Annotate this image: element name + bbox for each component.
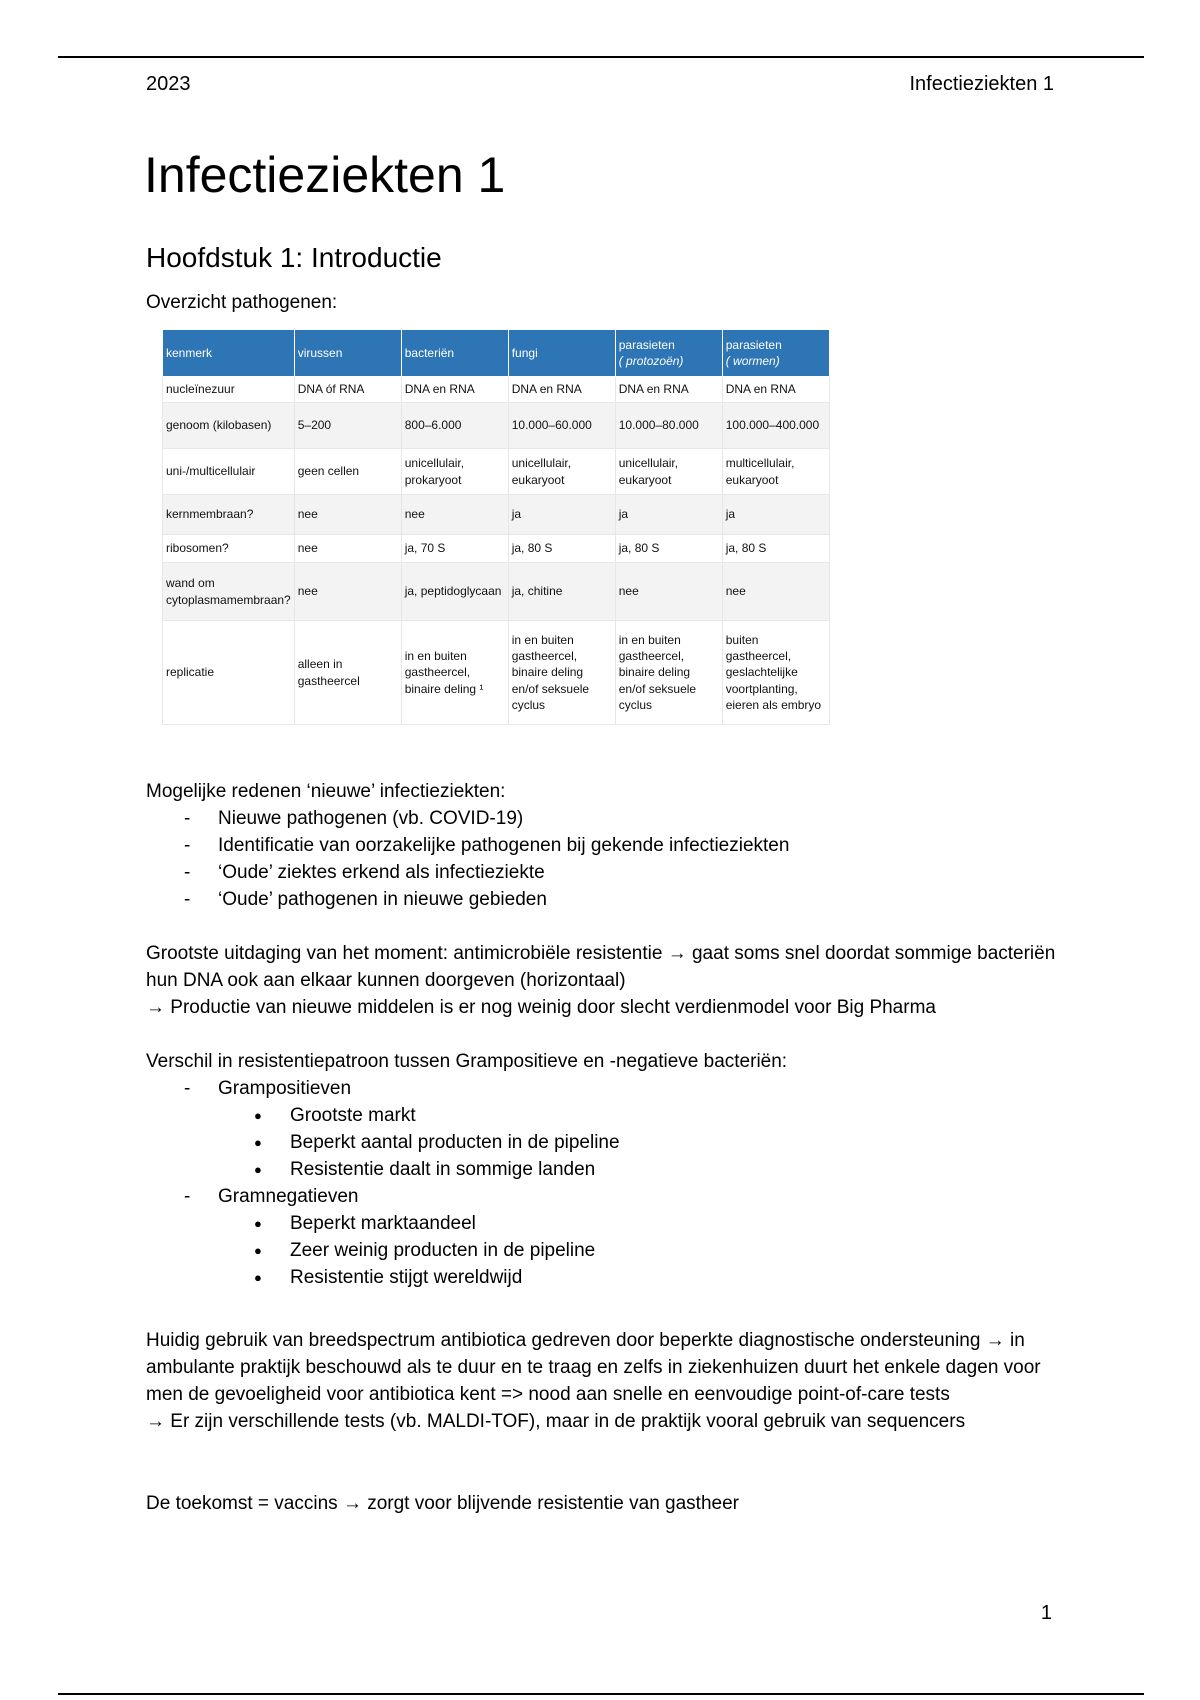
list-item: - Identificatie van oorzakelijke pathogenen bij gekende infectieziekten bbox=[146, 832, 1066, 859]
table-row bbox=[163, 495, 830, 535]
table-cell: DNA en RNA bbox=[401, 377, 508, 403]
gram-list bbox=[146, 1075, 1066, 1291]
table-cell: 5–200 bbox=[294, 403, 401, 449]
table-cell: ja, chitine bbox=[508, 563, 615, 621]
table-caption: Overzicht pathogenen: bbox=[146, 292, 338, 313]
group-label: Gramnegatieven bbox=[218, 1186, 359, 1207]
table-cell: nee bbox=[294, 563, 401, 621]
table-cell: ja, 70 S bbox=[401, 535, 508, 563]
table-cell: nee bbox=[294, 535, 401, 563]
page-number: 1 bbox=[1040, 1602, 1052, 1624]
table-cell: in en buiten gastheercel, binaire deling en/of seksuele cyclus bbox=[615, 621, 722, 725]
reasons-list bbox=[146, 805, 1066, 913]
table-header-cell: parasieten ( wormen) bbox=[722, 330, 829, 377]
table-cell: ribosomen? bbox=[163, 535, 295, 563]
table-row bbox=[163, 621, 830, 725]
table-cell: buiten gastheercel, geslachtelijke voortplanting, eieren als embryo bbox=[722, 621, 829, 725]
table-cell: DNA óf RNA bbox=[294, 377, 401, 403]
section-gram bbox=[146, 1048, 1066, 1291]
table-cell: nucleïnezuur bbox=[163, 377, 295, 403]
section-vaccines bbox=[146, 1490, 1066, 1517]
section-intro: Verschil in resistentiepatroon tussen Grampositieve en -negatieve bacteriën: bbox=[146, 1051, 788, 1072]
table-header-cell: fungi bbox=[508, 330, 615, 377]
table-cell: nee bbox=[722, 563, 829, 621]
pathogen-table bbox=[162, 329, 830, 725]
table-row bbox=[163, 563, 830, 621]
table-cell: ja, 80 S bbox=[508, 535, 615, 563]
header-course: Infectieziekten 1 bbox=[909, 73, 1054, 95]
table-header-cell: bacteriën bbox=[401, 330, 508, 377]
table-cell: nee bbox=[615, 563, 722, 621]
group-label: Grampositieven bbox=[218, 1078, 352, 1099]
table-header-row bbox=[163, 330, 830, 377]
paragraph: Huidig gebruik van breedspectrum antibiotica gedreven door beperkte diagnostische ondersteuning → in ambulante praktijk beschouwd als te duur en te traag en zelfs in ziekenhuizen duurt het enkele dagen voor men de gevoeligheid voor antibiotica kent => nood aan snelle en eenvoudige point-of-care tests bbox=[146, 1330, 1041, 1405]
header-year: 2023 bbox=[146, 73, 191, 95]
list-item bbox=[146, 1075, 1066, 1183]
table-cell: multicellulair, eukaryoot bbox=[722, 449, 829, 495]
table-cell: 10.000–60.000 bbox=[508, 403, 615, 449]
list-item: - ‘Oude’ pathogenen in nieuwe gebieden bbox=[146, 886, 1066, 913]
table-cell: ja bbox=[508, 495, 615, 535]
table-cell: ja bbox=[615, 495, 722, 535]
table-cell: 100.000–400.000 bbox=[722, 403, 829, 449]
table-cell: genoom (kilobasen) bbox=[163, 403, 295, 449]
table-cell: unicellulair, eukaryoot bbox=[508, 449, 615, 495]
paragraph: Grootste uitdaging van het moment: antimicrobiële resistentie → gaat soms snel doordat sommige bacteriën hun DNA ook aan elkaar kunnen doorgeven (horizontaal) bbox=[146, 943, 1056, 991]
table-header-cell: virussen bbox=[294, 330, 401, 377]
paragraph: De toekomst = vaccins → zorgt voor blijvende resistentie van gastheer bbox=[146, 1493, 739, 1514]
table-cell: replicatie bbox=[163, 621, 295, 725]
table-cell: ja, peptidoglycaan bbox=[401, 563, 508, 621]
table-row bbox=[163, 377, 830, 403]
table-cell: 800–6.000 bbox=[401, 403, 508, 449]
header-rule bbox=[58, 56, 1144, 58]
table-cell: 10.000–80.000 bbox=[615, 403, 722, 449]
table-header-cell: parasieten ( protozoën) bbox=[615, 330, 722, 377]
table-cell: alleen in gastheercel bbox=[294, 621, 401, 725]
table-cell: DNA en RNA bbox=[615, 377, 722, 403]
sub-list bbox=[146, 1102, 1066, 1183]
table-cell: nee bbox=[294, 495, 401, 535]
table-cell: ja, 80 S bbox=[722, 535, 829, 563]
sub-list bbox=[146, 1210, 1066, 1291]
list-item: ● Resistentie daalt in sommige landen bbox=[218, 1156, 1066, 1183]
list-item: ● Grootste markt bbox=[218, 1102, 1066, 1129]
list-item: - Nieuwe pathogenen (vb. COVID-19) bbox=[146, 805, 1066, 832]
table-cell: kernmembraan? bbox=[163, 495, 295, 535]
list-item: ● Resistentie stijgt wereldwijd bbox=[218, 1264, 1066, 1291]
page-title: Infectieziekten 1 bbox=[144, 147, 506, 203]
paragraph: → Productie van nieuwe middelen is er nog weinig door slecht verdienmodel voor Big Pharma bbox=[146, 997, 936, 1018]
table-header-cell: kenmerk bbox=[163, 330, 295, 377]
table-cell: unicellulair, prokaryoot bbox=[401, 449, 508, 495]
list-item: ● Zeer weinig producten in de pipeline bbox=[218, 1237, 1066, 1264]
table-cell: nee bbox=[401, 495, 508, 535]
table-row bbox=[163, 403, 830, 449]
list-item bbox=[146, 1183, 1066, 1291]
table-row bbox=[163, 449, 830, 495]
section-diagnostics bbox=[146, 1327, 1066, 1435]
section-resistance bbox=[146, 940, 1066, 1021]
table-cell: uni-/multicellulair bbox=[163, 449, 295, 495]
table-cell: ja, 80 S bbox=[615, 535, 722, 563]
table-cell: wand om cytoplasmamembraan? bbox=[163, 563, 295, 621]
footer-rule bbox=[58, 1693, 1144, 1695]
list-item: - ‘Oude’ ziektes erkend als infectieziekte bbox=[146, 859, 1066, 886]
chapter-heading: Hoofdstuk 1: Introductie bbox=[146, 242, 442, 273]
table-cell: geen cellen bbox=[294, 449, 401, 495]
list-item: ● Beperkt aantal producten in de pipeline bbox=[218, 1129, 1066, 1156]
section-intro: Mogelijke redenen ‘nieuwe’ infectieziekten: bbox=[146, 781, 506, 802]
table-cell: ja bbox=[722, 495, 829, 535]
table-cell: in en buiten gastheercel, binaire deling ¹ bbox=[401, 621, 508, 725]
table-row bbox=[163, 535, 830, 563]
paragraph: → Er zijn verschillende tests (vb. MALDI-TOF), maar in de praktijk vooral gebruik van sequencers bbox=[146, 1411, 966, 1432]
list-item: ● Beperkt marktaandeel bbox=[218, 1210, 1066, 1237]
table-cell: DNA en RNA bbox=[722, 377, 829, 403]
table-cell: in en buiten gastheercel, binaire deling en/of seksuele cyclus bbox=[508, 621, 615, 725]
table-cell: unicellulair, eukaryoot bbox=[615, 449, 722, 495]
table-cell: DNA en RNA bbox=[508, 377, 615, 403]
section-new-diseases bbox=[146, 778, 1066, 913]
